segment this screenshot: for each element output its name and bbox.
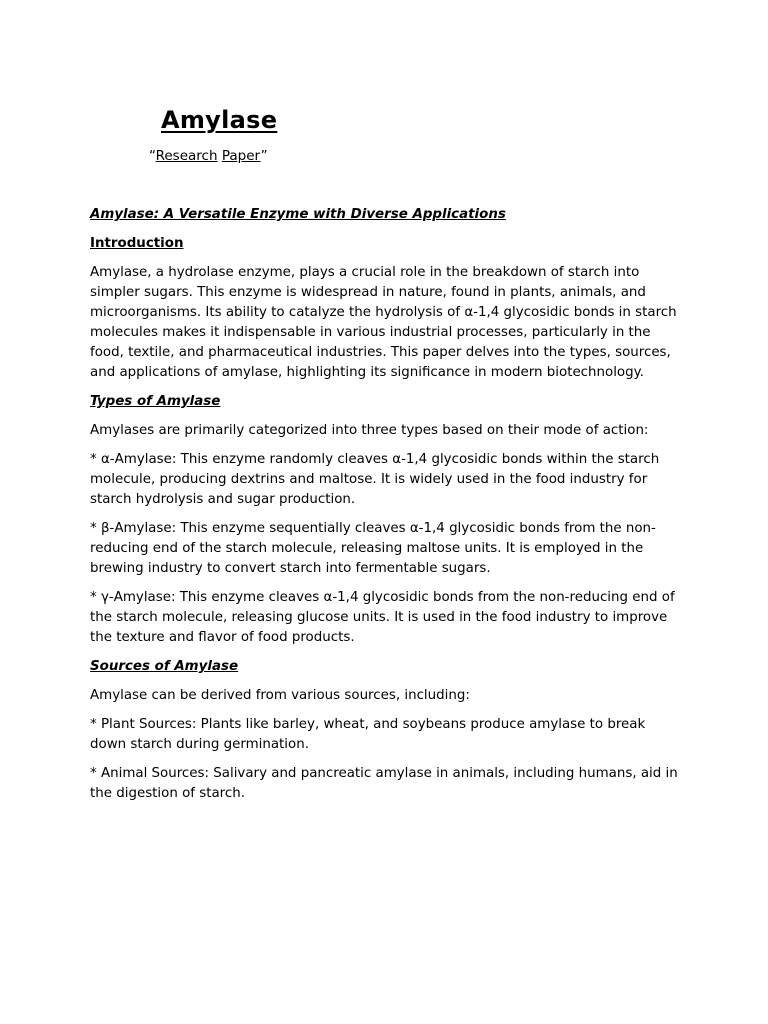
sources-heading: Sources of Amylase: [90, 659, 239, 674]
document-body: [90, 205, 680, 813]
document-title: Amylase: [161, 106, 278, 134]
subtitle-word-research: Research: [155, 148, 218, 164]
main-heading: Amylase: A Versatile Enzyme with Diverse Applications: [90, 207, 506, 222]
subtitle-close-quote: ”: [260, 148, 268, 164]
introduction-heading: Introduction: [90, 236, 184, 251]
source-plant-item: * Plant Sources: Plants like barley, wheat, and soybeans produce amylase to break down starch during germination.: [90, 717, 646, 752]
subtitle-word-paper: Paper: [221, 148, 261, 164]
type-gamma-item: * γ-Amylase: This enzyme cleaves α-1,4 glycosidic bonds from the non-reducing end of the starch molecule, releasing glucose units. It is used in the food industry to improve the texture and flavor of food products.: [90, 590, 675, 645]
type-alpha-item: * α-Amylase: This enzyme randomly cleaves α-1,4 glycosidic bonds within the starch molecule, producing dextrins and maltose. It is widely used in the food industry for starch hydrolysis and sugar production.: [90, 452, 660, 507]
introduction-paragraph: Amylase, a hydrolase enzyme, plays a crucial role in the breakdown of starch into simpler sugars. This enzyme is widespread in nature, found in plants, animals, and microorganisms. Its ability to catalyze the hydrolysis of α-1,4 glycosidic bonds in starch molecules makes it indispensable in various industrial processes, particularly in the food, textile, and pharmaceutical industries. This paper delves into the types, sources, and applications of amylase, highlighting its significance in modern biotechnology.: [90, 265, 677, 380]
document-subtitle: [149, 148, 268, 164]
source-animal-item: * Animal Sources: Salivary and pancreatic amylase in animals, including humans, aid in the digestion of starch.: [90, 766, 678, 801]
sources-intro-paragraph: Amylase can be derived from various sources, including:: [90, 688, 470, 703]
subtitle-open-quote: “: [149, 148, 156, 164]
type-beta-item: * β-Amylase: This enzyme sequentially cleaves α-1,4 glycosidic bonds from the non-reducing end of the starch molecule, releasing maltose units. It is employed in the brewing industry to convert starch into fermentable sugars.: [90, 521, 656, 576]
types-heading: Types of Amylase: [90, 394, 221, 409]
types-intro-paragraph: Amylases are primarily categorized into three types based on their mode of action:: [90, 423, 649, 438]
